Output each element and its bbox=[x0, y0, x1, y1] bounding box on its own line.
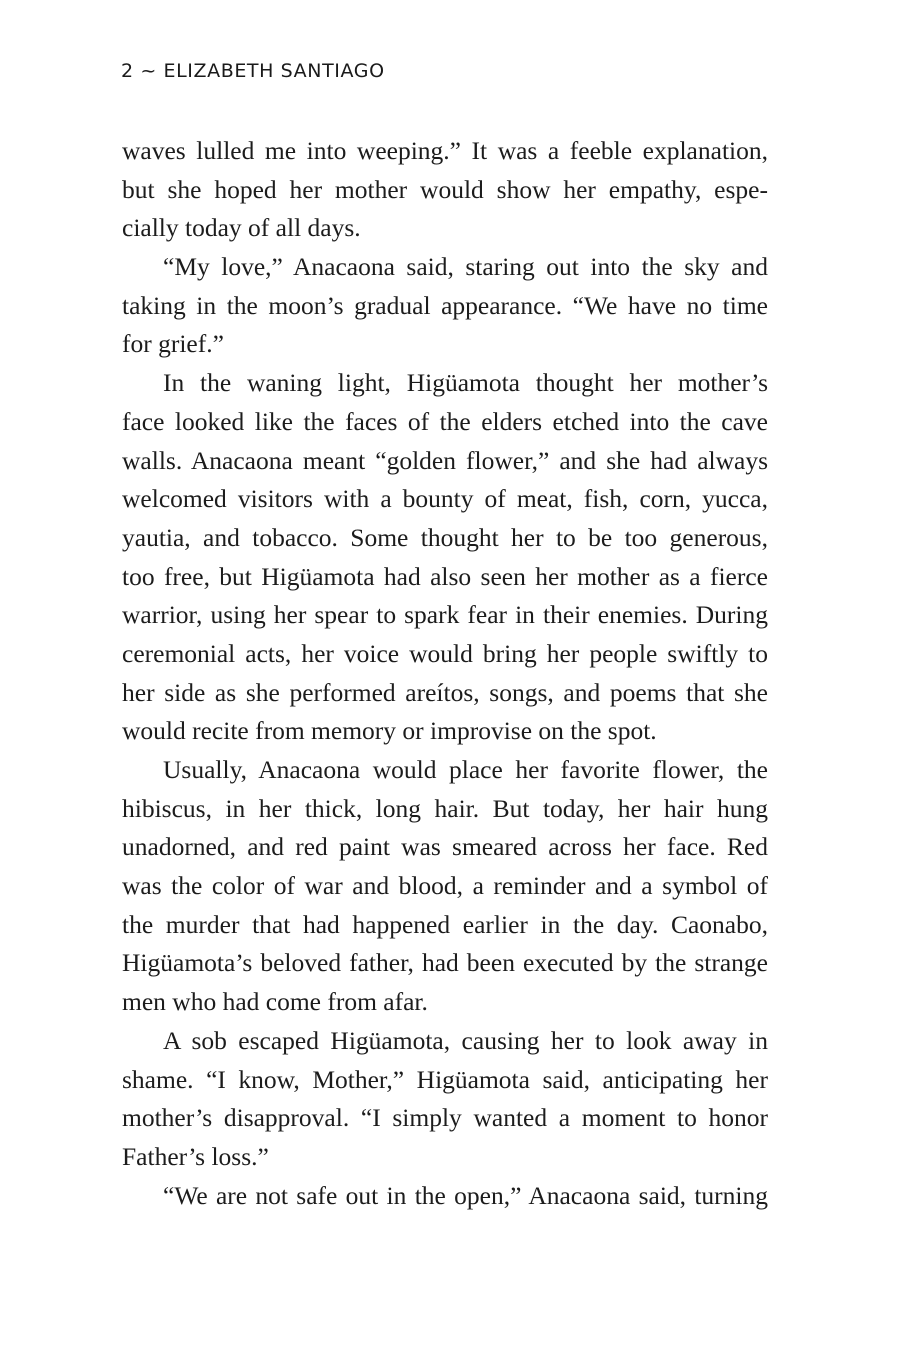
text-line: cially today of all days. bbox=[122, 213, 361, 243]
text-line: hibiscus, in her thick, long hair. But today, her hair hung bbox=[122, 793, 768, 823]
text-line: yautia, and tobacco. Some thought her to be too generous, bbox=[122, 522, 768, 552]
text-line: welcomed visitors with a bounty of meat, fish, corn, yucca, bbox=[122, 484, 768, 514]
text-line: shame. “I know, Mother,” Higüamota said, anticipating her bbox=[122, 1064, 768, 1094]
text-line: warrior, using her spear to spark fear in their enemies. During bbox=[122, 600, 768, 630]
text-line: Usually, Anacaona would place her favorite flower, the bbox=[163, 755, 768, 784]
text-line: walls. Anacaona meant “golden flower,” and she had always bbox=[122, 445, 768, 475]
text-line: her side as she performed areítos, songs, and poems that she bbox=[122, 677, 768, 707]
text-line: men who had come from afar. bbox=[122, 987, 428, 1017]
body-text bbox=[122, 132, 768, 1215]
text-line: In the waning light, Higüamota thought her mother’s bbox=[163, 368, 768, 398]
text-line: mother’s disapproval. “I simply wanted a moment to honor bbox=[122, 1103, 768, 1133]
text-line: ceremonial acts, her voice would bring her people swiftly to bbox=[122, 638, 768, 668]
text-line: the murder that had happened earlier in the day. Caonabo, bbox=[122, 909, 768, 939]
text-line: “We are not safe out in the open,” Anacaona said, turning bbox=[163, 1180, 768, 1210]
running-head: 2 ~ ELIZABETH SANTIAGO bbox=[121, 60, 385, 82]
text-line: for grief.” bbox=[122, 329, 224, 359]
text-line: A sob escaped Higüamota, causing her to look away in bbox=[163, 1025, 768, 1055]
text-line: taking in the moon’s gradual appearance. “We have no time bbox=[122, 290, 768, 320]
text-line: “My love,” Anacaona said, staring out into the sky and bbox=[163, 252, 768, 282]
text-line: face looked like the faces of the elders etched into the cave bbox=[122, 406, 768, 436]
text-line: Father’s loss.” bbox=[122, 1141, 269, 1171]
text-line: waves lulled me into weeping.” It was a feeble explanation, bbox=[122, 136, 768, 165]
text-line: unadorned, and red paint was smeared across her face. Red bbox=[122, 832, 768, 862]
text-line: was the color of war and blood, a reminder and a symbol of bbox=[122, 871, 768, 901]
text-line: would recite from memory or improvise on the spot. bbox=[122, 716, 657, 746]
text-line: too free, but Higüamota had also seen her mother as a fierce bbox=[122, 561, 768, 591]
text-line: Higüamota’s beloved father, had been executed by the strange bbox=[122, 948, 768, 978]
text-line: but she hoped her mother would show her empathy, espe- bbox=[122, 174, 768, 204]
